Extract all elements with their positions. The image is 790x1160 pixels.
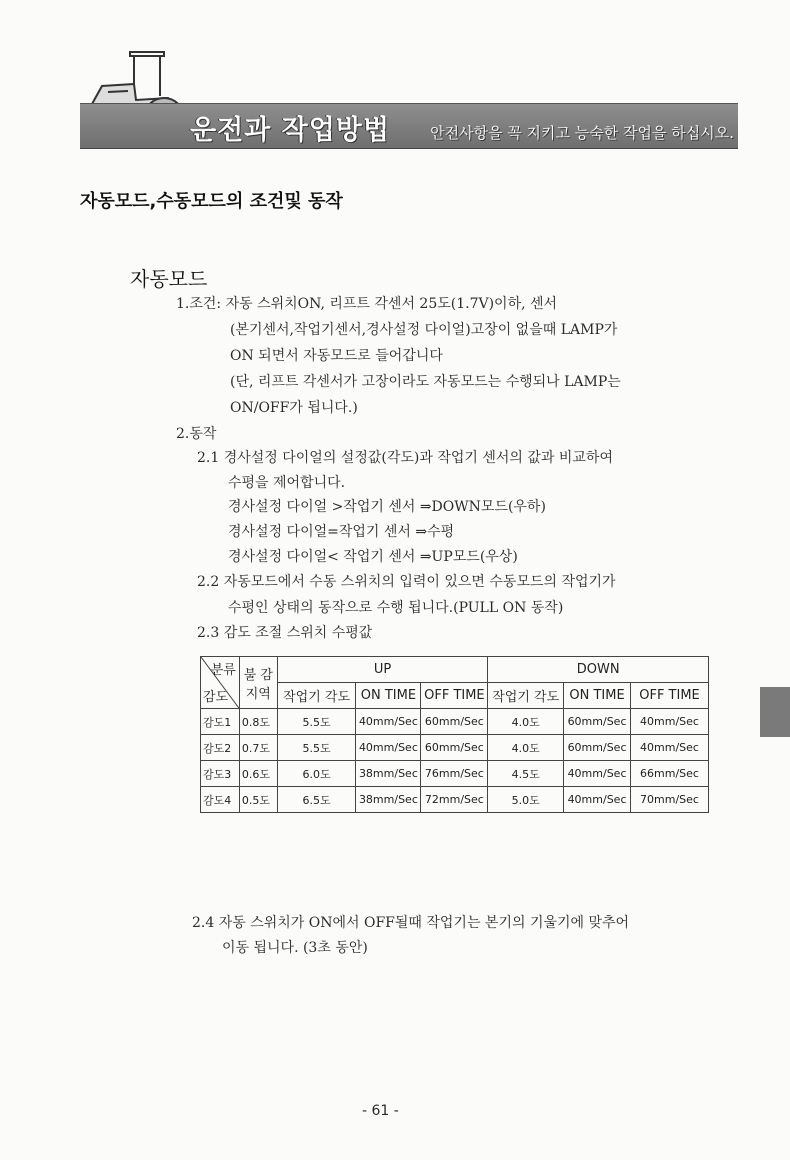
cell: 0.6도	[239, 761, 277, 787]
cell: 6.0도	[277, 761, 356, 787]
cell: 40mm/Sec	[356, 709, 421, 735]
text-line: (본기센서,작업기센서,경사설정 다이얼)고장이 없을때 LAMP가	[230, 322, 618, 338]
text-line: 경사설정 다이얼 >작업기 센서 ⇒DOWN모드(우하)	[228, 499, 546, 515]
header-title: 운전과 작업방법	[190, 115, 390, 146]
text-line: ON 되면서 자동모드로 들어갑니다	[230, 348, 443, 364]
row-label: 감도1	[201, 709, 240, 735]
cell: 76mm/Sec	[421, 761, 488, 787]
corner-top-label: 분류	[210, 663, 236, 678]
sub-title: 자동모드	[130, 267, 208, 291]
cell: 66mm/Sec	[631, 761, 709, 787]
cell: 60mm/Sec	[421, 709, 488, 735]
down-on-header: ON TIME	[564, 683, 631, 709]
cell: 70mm/Sec	[631, 787, 709, 813]
header-banner	[80, 103, 738, 149]
cell: 4.5도	[488, 761, 564, 787]
cell: 40mm/Sec	[564, 761, 631, 787]
up-on-header: ON TIME	[356, 683, 421, 709]
text-line: 1.조건: 자동 스위치ON, 리프트 각센서 25도(1.7V)이하, 센서	[176, 296, 558, 312]
chapter-tab	[760, 687, 790, 737]
text-line: 이동 됩니다. (3초 동안)	[222, 940, 368, 956]
up-angle-header: 작업기 각도	[277, 683, 356, 709]
text-line: 수평인 상태의 동작으로 수행 됩니다.(PULL ON 동작)	[228, 600, 564, 616]
table-row	[201, 787, 709, 813]
up-group-header: UP	[277, 657, 488, 683]
table-row	[201, 735, 709, 761]
header-subtitle: 안전사항을 꼭 지키고 능숙한 작업을 하십시오.	[430, 124, 734, 142]
cell: 5.0도	[488, 787, 564, 813]
cell: 5.5도	[277, 709, 356, 735]
down-angle-header: 작업기 각도	[488, 683, 564, 709]
cell: 4.0도	[488, 735, 564, 761]
cell: 0.7도	[239, 735, 277, 761]
cell: 38mm/Sec	[356, 761, 421, 787]
up-off-header: OFF TIME	[421, 683, 488, 709]
down-group-header: DOWN	[488, 657, 709, 683]
row-label: 감도4	[201, 787, 240, 813]
cell: 6.5도	[277, 787, 356, 813]
text-line: (단, 리프트 각센서가 고장이라도 자동모드는 수행되나 LAMP는	[230, 374, 621, 390]
cell: 5.5도	[277, 735, 356, 761]
cell: 60mm/Sec	[564, 709, 631, 735]
cell: 40mm/Sec	[631, 709, 709, 735]
cell: 38mm/Sec	[356, 787, 421, 813]
text-line: 경사설정 다이얼=작업기 센서 ⇒수평	[228, 524, 455, 540]
row-label: 감도2	[201, 735, 240, 761]
cell: 60mm/Sec	[421, 735, 488, 761]
text-line: 2.2 자동모드에서 수동 스위치의 입력이 있으면 수동모드의 작업기가	[197, 574, 616, 590]
text-line: 2.동작	[176, 426, 217, 442]
page-number: - 61 -	[362, 1103, 399, 1119]
text-line: ON/OFF가 됩니다.)	[230, 400, 358, 416]
cell: 0.5도	[239, 787, 277, 813]
text-line: 2.1 경사설정 다이얼의 설정값(각도)과 작업기 센서의 값과 비교하여	[197, 450, 613, 466]
row-label: 감도3	[201, 761, 240, 787]
down-off-header: OFF TIME	[631, 683, 709, 709]
table-corner-cell	[201, 657, 240, 709]
corner-bottom-label: 감도	[203, 690, 229, 705]
text-line: 경사설정 다이얼< 작업기 센서 ⇒UP모드(우상)	[228, 549, 518, 565]
table-row	[201, 761, 709, 787]
text-line: 2.3 감도 조절 스위치 수평값	[197, 625, 373, 641]
text-line: 수평을 제어합니다.	[228, 475, 346, 491]
cell: 40mm/Sec	[564, 787, 631, 813]
dead-zone-header: 불 감 지역	[239, 657, 277, 709]
table-row	[201, 709, 709, 735]
cell: 0.8도	[239, 709, 277, 735]
text-line: 2.4 자동 스위치가 ON에서 OFF될때 작업기는 본기의 기울기에 맞추어	[192, 915, 630, 931]
cell: 40mm/Sec	[631, 735, 709, 761]
cell: 60mm/Sec	[564, 735, 631, 761]
section-title: 자동모드,수동모드의 조건및 동작	[80, 191, 343, 212]
cell: 40mm/Sec	[356, 735, 421, 761]
sensitivity-table	[200, 656, 709, 813]
cell: 72mm/Sec	[421, 787, 488, 813]
cell: 4.0도	[488, 709, 564, 735]
